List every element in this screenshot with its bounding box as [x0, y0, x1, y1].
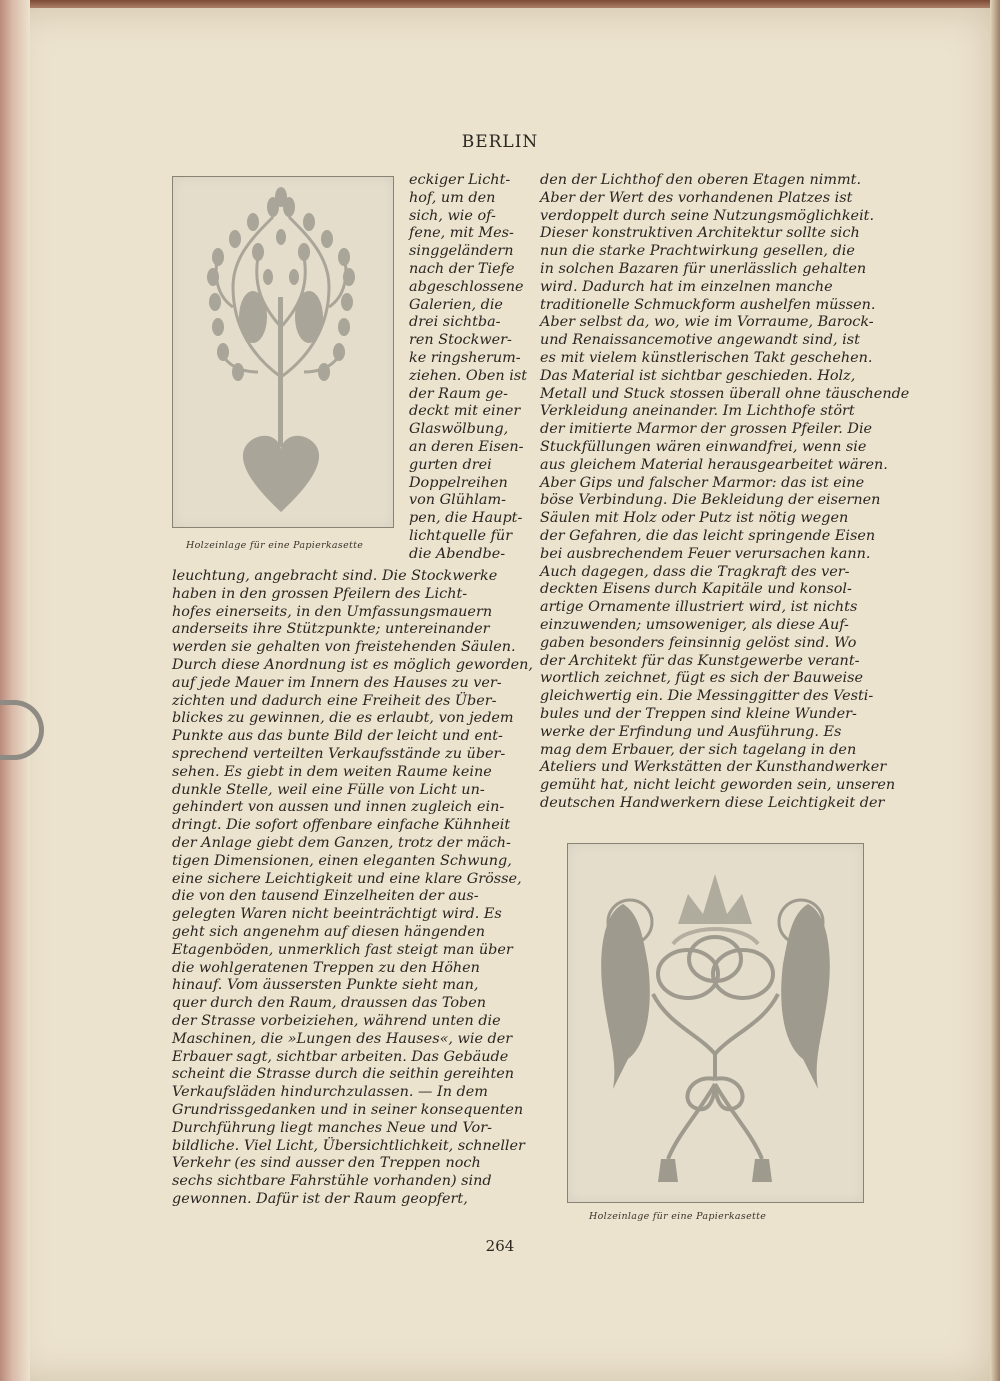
text-line: der Raum ge- — [409, 385, 509, 402]
figure-birds-inlay — [567, 843, 864, 1203]
text-line: Verkaufsläden hindurchzulassen. — In dem — [172, 1084, 488, 1101]
text-line: scheint die Strasse durch die seithin gereihten — [172, 1066, 515, 1083]
text-line: dunkle Stelle, weil eine Fülle von Licht un- — [172, 781, 485, 798]
running-head: BERLIN — [461, 132, 539, 152]
text-line: Etagenböden, unmerklich fast steigt man über — [172, 941, 513, 958]
text-column-narrow — [397, 172, 528, 564]
text-line: der Architekt für das Kunstgewerbe verant- — [540, 652, 860, 669]
text-line: eine sichere Leichtigkeit und eine klare Grösse, — [172, 870, 522, 887]
text-line: die Abendbe- — [409, 545, 506, 562]
text-line: Punkte aus das bunte Bild der leicht und ent- — [172, 728, 503, 745]
text-line: mag dem Erbauer, der sich tagelang in den — [540, 741, 857, 758]
text-line: gelegten Waren nicht beeinträchtigt wird. Es — [172, 906, 502, 923]
text-column-left — [172, 568, 534, 1209]
text-line: tigen Dimensionen, einen eleganten Schwung, — [172, 852, 512, 869]
text-line: Aber selbst da, wo, wie im Vorraume, Barock- — [540, 314, 874, 331]
book-fore-edge — [990, 0, 1000, 1381]
text-line: sechs sichtbare Fahrstühle vorhanden) sind — [172, 1173, 492, 1190]
text-line: der Anlage giebt dem Ganzen, trotz der mäch- — [172, 834, 511, 851]
text-line: Durch diese Anordnung ist es möglich geworden, — [172, 656, 534, 673]
figure-tree-inlay — [172, 176, 394, 528]
text-line: gleichwertig ein. Die Messinggitter des Vesti- — [540, 688, 874, 705]
text-line: werke der Erfindung und Ausführung. Es — [540, 723, 842, 740]
text-line: hof, um den — [409, 189, 496, 206]
text-line: gewonnen. Dafür ist der Raum geopfert, — [172, 1190, 468, 1207]
text-line: Säulen mit Holz oder Putz ist nötig wegen — [540, 510, 849, 527]
text-line: gurten drei — [409, 456, 492, 473]
text-line: den der Lichthof den oberen Etagen nimmt. — [540, 172, 862, 188]
text-line: ren Stockwer- — [409, 332, 512, 349]
text-line: eckiger Licht- — [409, 172, 511, 188]
text-line: artige Ornamente illustriert wird, ist nichts — [540, 599, 858, 616]
text-line: wird. Dadurch hat im einzelnen manche — [540, 278, 833, 295]
text-line: Das Material ist sichtbar geschieden. Holz, — [540, 367, 856, 384]
text-line: abgeschlossene — [409, 278, 524, 295]
text-line: bules und der Treppen sind kleine Wunder- — [540, 705, 857, 722]
figure-caption-bottom: Holzeinlage für eine Papierkasette — [589, 1211, 767, 1222]
text-line: dringt. Die sofort offenbare einfache Kühnheit — [172, 817, 511, 834]
text-line: aus gleichem Material herausgearbeitet wären. — [540, 456, 888, 473]
text-line: Ateliers und Werkstätten der Kunsthandwerker — [540, 759, 887, 776]
text-line: die von den tausend Einzelheiten der aus- — [172, 888, 479, 905]
text-line: geht sich angenehm auf diesen hängenden — [172, 923, 486, 940]
figure-caption-top: Holzeinlage für eine Papierkasette — [186, 540, 364, 551]
text-line: die wohlgeratenen Treppen zu den Höhen — [172, 959, 480, 976]
text-line: Metall und Stuck stossen überall ohne täuschende — [540, 385, 910, 402]
text-line: nun die starke Prachtwirkung gesellen, die — [540, 243, 855, 260]
text-line: es mit vielem künstlerischen Takt geschehen. — [540, 349, 873, 366]
text-line: sich, wie of- — [409, 207, 496, 224]
text-line: bildliche. Viel Licht, Übersichtlichkeit, schneller — [172, 1137, 525, 1154]
text-line: haben in den grossen Pfeilern des Licht- — [172, 585, 468, 602]
text-line: Glaswölbung, — [409, 421, 509, 438]
text-line: deckt mit einer — [409, 403, 521, 420]
text-line: Verkleidung aneinander. Im Lichthofe stört — [540, 403, 855, 420]
text-line: Erbauer sagt, sichtbar arbeiten. Das Gebäude — [172, 1048, 509, 1065]
text-line: zichten und dadurch eine Freiheit des Über- — [172, 692, 497, 709]
text-line: bei ausbrechendem Feuer verursachen kann. — [540, 545, 871, 562]
text-line: Stuckfüllungen wären einwandfrei, wenn sie — [540, 438, 867, 455]
text-line: verdoppelt durch seine Nutzungsmöglichkeit. — [540, 207, 875, 224]
book-binding-edge — [0, 0, 30, 1381]
text-line: singgeländern — [409, 243, 514, 260]
text-line: einzuwenden; umsoweniger, als diese Auf- — [540, 616, 849, 633]
page-number: 264 — [485, 1237, 515, 1255]
text-line: ziehen. Oben ist — [409, 367, 528, 384]
text-line: von Glühlam- — [409, 492, 506, 509]
text-line: ke ringsherum- — [409, 349, 521, 366]
text-line: sehen. Es giebt in dem weiten Raume keine — [172, 763, 492, 780]
birds-crown-knot-inlay-icon — [568, 844, 863, 1202]
text-line: gaben besonders feinsinnig gelöst sind. Wo — [540, 634, 857, 651]
text-line: böse Verbindung. Die Bekleidung der eisernen — [540, 492, 881, 509]
text-line: anderseits ihre Stützpunkte; untereinander — [172, 621, 490, 638]
text-line: Verkehr (es sind ausser den Treppen noch — [172, 1155, 481, 1172]
text-line: nach der Tiefe — [409, 260, 515, 277]
text-line: Aber Gips und falscher Marmor: das ist eine — [540, 474, 865, 491]
text-line: lichtquelle für — [409, 527, 513, 544]
text-line: der Strasse vorbeiziehen, während unten die — [172, 1012, 501, 1029]
text-line: und Renaissancemotive angewandt sind, ist — [540, 332, 860, 349]
text-line: deutschen Handwerkern diese Leichtigkeit der — [540, 794, 885, 811]
text-line: drei sichtba- — [409, 314, 501, 331]
text-line: pen, die Haupt- — [409, 510, 523, 527]
text-line: an deren Eisen- — [409, 438, 524, 455]
text-line: Grundrissgedanken und in seiner konsequenten — [172, 1101, 524, 1118]
text-line: hofes einerseits, in den Umfassungsmauern — [172, 603, 493, 620]
text-line: Galerien, die — [409, 296, 503, 313]
text-line: Doppelreihen — [409, 474, 508, 491]
text-line: gemüht hat, nicht leicht geworden sein, unseren — [540, 777, 896, 794]
text-line: fene, mit Mes- — [409, 225, 514, 242]
text-line: gehindert von aussen und innen zugleich ein- — [172, 799, 505, 816]
text-line: der Gefahren, die das leicht springende Eisen — [540, 527, 876, 544]
text-line: der imitierte Marmor der grossen Pfeiler. Die — [540, 421, 873, 438]
tree-heart-inlay-icon — [173, 177, 393, 527]
text-line: auf jede Mauer im Innern des Hauses zu ver- — [172, 674, 502, 691]
text-line: deckten Eisens durch Kapitäle und konsol- — [540, 581, 852, 598]
text-line: blickes zu gewinnen, die es erlaubt, von jedem — [172, 710, 514, 727]
text-line: sprechend verteilten Verkaufsstände zu über- — [172, 745, 506, 762]
text-column-right — [540, 172, 918, 813]
text-line: hinauf. Vom äussersten Punkte sieht man, — [172, 977, 479, 994]
text-line: in solchen Bazaren für unerlässlich gehalten — [540, 260, 867, 277]
text-line: werden sie gehalten von freistehenden Säulen. — [172, 639, 516, 656]
text-line: Durchführung liegt manches Neue und Vor- — [172, 1119, 492, 1136]
text-line: Dieser konstruktiven Architektur sollte sich — [540, 225, 860, 242]
text-line: leuchtung, angebracht sind. Die Stockwerke — [172, 568, 498, 584]
text-line: Maschinen, die »Lungen des Hauses«, wie der — [172, 1030, 513, 1047]
text-line: Aber der Wert des vorhandenen Platzes ist — [540, 189, 853, 206]
text-line: wortlich zeichnet, fügt es sich der Bauweise — [540, 670, 863, 687]
text-line: quer durch den Raum, draussen das Toben — [172, 995, 487, 1012]
text-line: traditionelle Schmuckform aushelfen müssen. — [540, 296, 876, 313]
text-line: Auch dagegen, dass die Tragkraft des ver- — [540, 563, 850, 580]
